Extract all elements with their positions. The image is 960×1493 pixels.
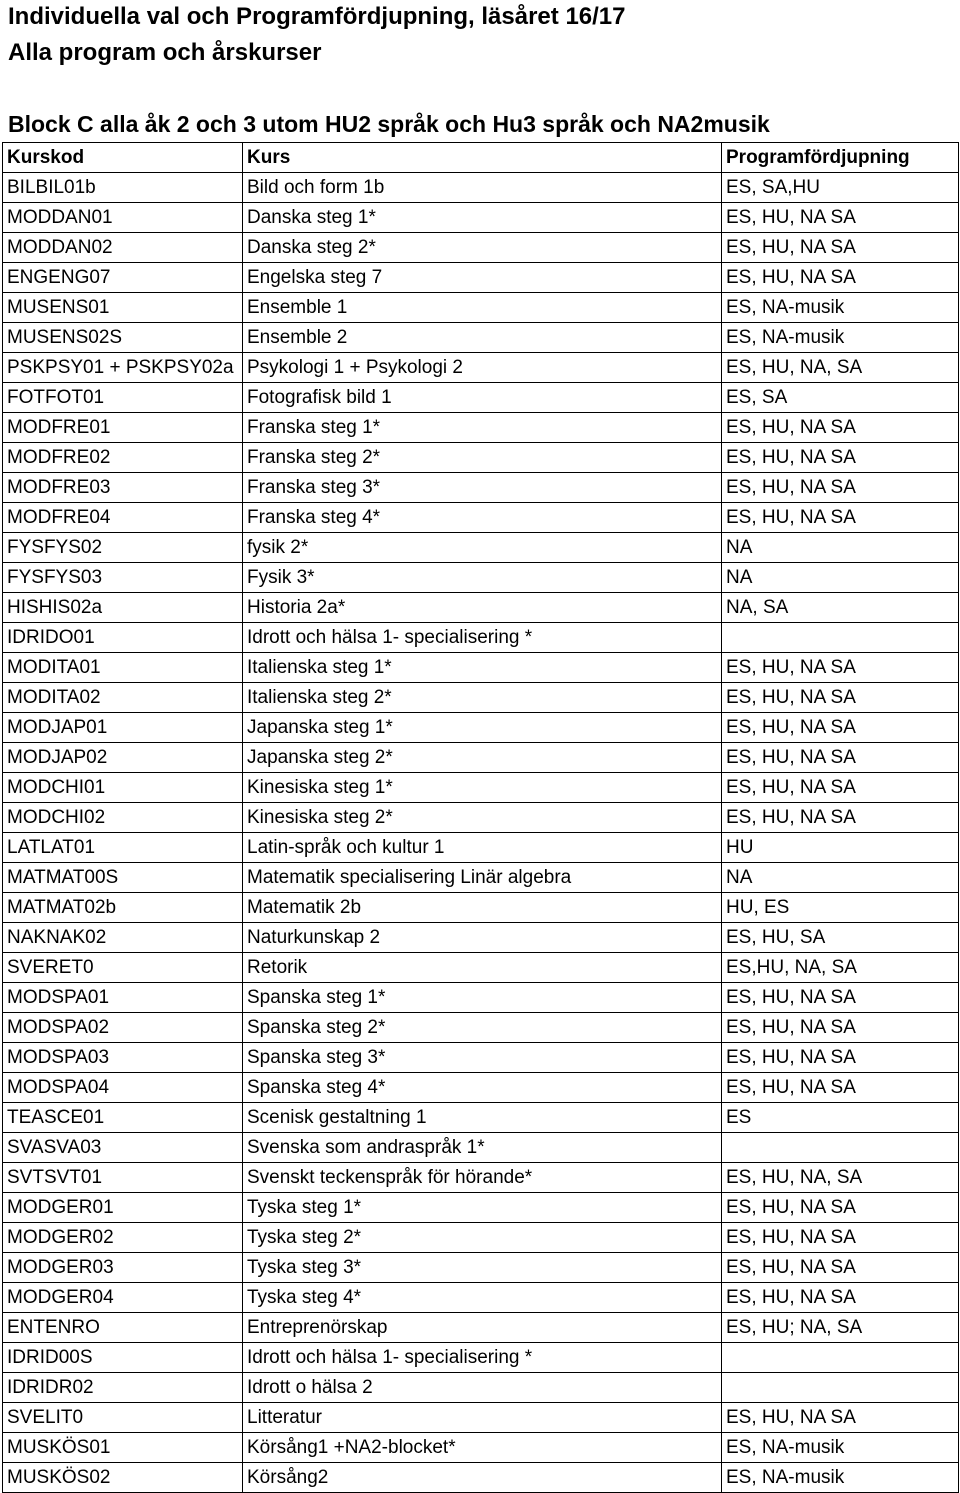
table-row	[3, 683, 959, 713]
course-code-cell: MODDAN01	[3, 203, 243, 233]
table-row	[3, 923, 959, 953]
program-specialization-cell: ES, HU, NA SA	[722, 473, 959, 503]
course-code-cell: PSKPSY01 + PSKPSY02a	[3, 353, 243, 383]
course-code-cell: MODITA02	[3, 683, 243, 713]
program-specialization-cell: ES, SA,HU	[722, 173, 959, 203]
table-row	[3, 1073, 959, 1103]
table-row	[3, 1343, 959, 1373]
course-name-cell: Bild och form 1b	[243, 173, 722, 203]
table-row	[3, 773, 959, 803]
course-code-cell: MODJAP01	[3, 713, 243, 743]
table-row	[3, 803, 959, 833]
course-code-cell: MODSPA01	[3, 983, 243, 1013]
course-code-cell: MATMAT00S	[3, 863, 243, 893]
program-specialization-cell: ES	[722, 1103, 959, 1133]
table-row	[3, 623, 959, 653]
course-name-cell: Spanska steg 3*	[243, 1043, 722, 1073]
course-name-cell: Ensemble 2	[243, 323, 722, 353]
course-name-cell: Svenska som andraspråk 1*	[243, 1133, 722, 1163]
table-row	[3, 1043, 959, 1073]
program-specialization-cell: ES, SA	[722, 383, 959, 413]
program-specialization-cell	[722, 1133, 959, 1163]
course-name-cell: Ensemble 1	[243, 293, 722, 323]
program-specialization-cell: ES, NA-musik	[722, 293, 959, 323]
table-row	[3, 1433, 959, 1463]
program-specialization-cell: NA	[722, 533, 959, 563]
program-specialization-cell	[722, 623, 959, 653]
table-row	[3, 743, 959, 773]
table-row	[3, 1193, 959, 1223]
table-row	[3, 953, 959, 983]
program-specialization-cell: ES, HU, NA SA	[722, 1013, 959, 1043]
course-name-cell: Japanska steg 1*	[243, 713, 722, 743]
course-name-cell: Franska steg 3*	[243, 473, 722, 503]
course-code-cell: MODGER03	[3, 1253, 243, 1283]
course-table-body	[3, 173, 959, 1493]
program-specialization-cell: ES, NA-musik	[722, 1433, 959, 1463]
program-specialization-cell: ES, HU, NA SA	[722, 803, 959, 833]
course-code-cell: MODITA01	[3, 653, 243, 683]
program-specialization-cell: ES, HU, NA SA	[722, 203, 959, 233]
table-row	[3, 563, 959, 593]
course-name-cell: Tyska steg 4*	[243, 1283, 722, 1313]
course-name-cell: Spanska steg 4*	[243, 1073, 722, 1103]
program-specialization-cell: ES,HU, NA, SA	[722, 953, 959, 983]
course-code-cell: MODJAP02	[3, 743, 243, 773]
header-program-specialization: Programfördjupning	[722, 143, 959, 173]
course-code-cell: FYSFYS02	[3, 533, 243, 563]
course-code-cell: HISHIS02a	[3, 593, 243, 623]
program-specialization-cell: ES, HU, NA SA	[722, 1043, 959, 1073]
course-name-cell: Tyska steg 3*	[243, 1253, 722, 1283]
program-specialization-cell: ES, HU, NA SA	[722, 983, 959, 1013]
program-specialization-cell: ES, HU, NA SA	[722, 413, 959, 443]
course-code-cell: NAKNAK02	[3, 923, 243, 953]
table-row	[3, 593, 959, 623]
header-course-code: Kurskod	[3, 143, 243, 173]
course-code-cell: BILBIL01b	[3, 173, 243, 203]
program-specialization-cell: ES, HU, NA, SA	[722, 1163, 959, 1193]
course-code-cell: MODCHI01	[3, 773, 243, 803]
program-specialization-cell: ES, HU; NA, SA	[722, 1313, 959, 1343]
program-specialization-cell: ES, HU, NA SA	[722, 1283, 959, 1313]
course-code-cell: ENTENRO	[3, 1313, 243, 1343]
course-name-cell: Matematik specialisering Linär algebra	[243, 863, 722, 893]
table-row	[3, 1163, 959, 1193]
table-row	[3, 1013, 959, 1043]
course-name-cell: Entreprenörskap	[243, 1313, 722, 1343]
table-row	[3, 833, 959, 863]
table-row	[3, 203, 959, 233]
table-row	[3, 293, 959, 323]
course-name-cell: Idrott och hälsa 1- specialisering *	[243, 1343, 722, 1373]
course-code-cell: TEASCE01	[3, 1103, 243, 1133]
table-row	[3, 173, 959, 203]
course-name-cell: Matematik 2b	[243, 893, 722, 923]
course-name-cell: Engelska steg 7	[243, 263, 722, 293]
course-code-cell: SVTSVT01	[3, 1163, 243, 1193]
program-specialization-cell: ES, HU, NA SA	[722, 1073, 959, 1103]
program-specialization-cell: ES, NA-musik	[722, 323, 959, 353]
course-code-cell: IDRID00S	[3, 1343, 243, 1373]
program-specialization-cell: ES, HU, NA SA	[722, 1223, 959, 1253]
course-code-cell: MUSENS02S	[3, 323, 243, 353]
table-row	[3, 233, 959, 263]
course-code-cell: SVELIT0	[3, 1403, 243, 1433]
program-specialization-cell: NA	[722, 563, 959, 593]
table-row	[3, 1313, 959, 1343]
program-specialization-cell: NA	[722, 863, 959, 893]
table-row	[3, 443, 959, 473]
table-row	[3, 1283, 959, 1313]
course-code-cell: SVERET0	[3, 953, 243, 983]
course-name-cell: Fotografisk bild 1	[243, 383, 722, 413]
program-specialization-cell: NA, SA	[722, 593, 959, 623]
course-name-cell: Idrott o hälsa 2	[243, 1373, 722, 1403]
course-code-cell: MODSPA03	[3, 1043, 243, 1073]
table-row	[3, 1103, 959, 1133]
table-row	[3, 1223, 959, 1253]
course-name-cell: Franska steg 2*	[243, 443, 722, 473]
course-name-cell: Italienska steg 1*	[243, 653, 722, 683]
course-code-cell: MODSPA04	[3, 1073, 243, 1103]
course-name-cell: Latin-språk och kultur 1	[243, 833, 722, 863]
program-specialization-cell: ES, HU, SA	[722, 923, 959, 953]
course-name-cell: Danska steg 2*	[243, 233, 722, 263]
course-code-cell: MODFRE02	[3, 443, 243, 473]
program-specialization-cell: ES, HU, NA SA	[722, 683, 959, 713]
course-name-cell: Körsång2	[243, 1463, 722, 1493]
table-row	[3, 353, 959, 383]
course-name-cell: Kinesiska steg 2*	[243, 803, 722, 833]
block-heading: Block C alla åk 2 och 3 utom HU2 språk och Hu3 språk och NA2musik	[8, 111, 770, 137]
course-code-cell: MUSKÖS02	[3, 1463, 243, 1493]
course-name-cell: Tyska steg 2*	[243, 1223, 722, 1253]
document-subtitle: Alla program och årskurser	[8, 39, 322, 66]
program-specialization-cell: ES, HU, NA SA	[722, 503, 959, 533]
table-row	[3, 533, 959, 563]
program-specialization-cell: ES, HU, NA SA	[722, 263, 959, 293]
course-name-cell: Historia 2a*	[243, 593, 722, 623]
course-code-cell: MODDAN02	[3, 233, 243, 263]
course-code-cell: ENGENG07	[3, 263, 243, 293]
course-name-cell: Psykologi 1 + Psykologi 2	[243, 353, 722, 383]
program-specialization-cell: ES, HU, NA SA	[722, 713, 959, 743]
course-name-cell: Franska steg 1*	[243, 413, 722, 443]
program-specialization-cell: ES, HU, NA SA	[722, 1193, 959, 1223]
course-name-cell: Idrott och hälsa 1- specialisering *	[243, 623, 722, 653]
table-row	[3, 1463, 959, 1493]
program-specialization-cell: ES, HU, NA SA	[722, 233, 959, 263]
course-code-cell: FOTFOT01	[3, 383, 243, 413]
course-name-cell: Spanska steg 2*	[243, 1013, 722, 1043]
table-row	[3, 1373, 959, 1403]
course-name-cell: Litteratur	[243, 1403, 722, 1433]
course-code-cell: MODGER04	[3, 1283, 243, 1313]
table-row	[3, 473, 959, 503]
course-name-cell: Körsång1 +NA2-blocket*	[243, 1433, 722, 1463]
course-name-cell: Franska steg 4*	[243, 503, 722, 533]
table-row	[3, 383, 959, 413]
course-code-cell: MUSENS01	[3, 293, 243, 323]
table-row	[3, 893, 959, 923]
program-specialization-cell	[722, 1373, 959, 1403]
course-code-cell: IDRIDR02	[3, 1373, 243, 1403]
program-specialization-cell: ES, HU, NA, SA	[722, 353, 959, 383]
program-specialization-cell: ES, HU, NA SA	[722, 1403, 959, 1433]
course-code-cell: SVASVA03	[3, 1133, 243, 1163]
course-name-cell: Scenisk gestaltning 1	[243, 1103, 722, 1133]
course-name-cell: Naturkunskap 2	[243, 923, 722, 953]
course-name-cell: Fysik 3*	[243, 563, 722, 593]
course-code-cell: MODFRE04	[3, 503, 243, 533]
table-row	[3, 713, 959, 743]
course-name-cell: Italienska steg 2*	[243, 683, 722, 713]
table-row	[3, 413, 959, 443]
program-specialization-cell: ES, HU, NA SA	[722, 773, 959, 803]
table-header-row	[3, 143, 959, 173]
course-code-cell: MODGER02	[3, 1223, 243, 1253]
table-row	[3, 863, 959, 893]
course-name-cell: Spanska steg 1*	[243, 983, 722, 1013]
table-row	[3, 503, 959, 533]
program-specialization-cell	[722, 1343, 959, 1373]
course-name-cell: Retorik	[243, 953, 722, 983]
program-specialization-cell: HU	[722, 833, 959, 863]
course-code-cell: LATLAT01	[3, 833, 243, 863]
course-name-cell: Japanska steg 2*	[243, 743, 722, 773]
table-row	[3, 653, 959, 683]
table-row	[3, 1403, 959, 1433]
course-code-cell: MODFRE03	[3, 473, 243, 503]
program-specialization-cell: ES, HU, NA SA	[722, 653, 959, 683]
header-course-name: Kurs	[243, 143, 722, 173]
course-table	[2, 142, 959, 1493]
course-code-cell: IDRIDO01	[3, 623, 243, 653]
program-specialization-cell: ES, HU, NA SA	[722, 443, 959, 473]
table-row	[3, 1133, 959, 1163]
course-name-cell: Kinesiska steg 1*	[243, 773, 722, 803]
document-title: Individuella val och Programfördjupning, läsåret 16/17	[8, 3, 626, 30]
course-code-cell: MODCHI02	[3, 803, 243, 833]
course-code-cell: MODFRE01	[3, 413, 243, 443]
course-name-cell: fysik 2*	[243, 533, 722, 563]
table-row	[3, 1253, 959, 1283]
program-specialization-cell: ES, HU, NA SA	[722, 1253, 959, 1283]
table-row	[3, 983, 959, 1013]
course-code-cell: FYSFYS03	[3, 563, 243, 593]
table-row	[3, 323, 959, 353]
program-specialization-cell: HU, ES	[722, 893, 959, 923]
course-code-cell: MUSKÖS01	[3, 1433, 243, 1463]
course-name-cell: Svenskt teckenspråk för hörande*	[243, 1163, 722, 1193]
course-code-cell: MODGER01	[3, 1193, 243, 1223]
course-name-cell: Tyska steg 1*	[243, 1193, 722, 1223]
program-specialization-cell: ES, HU, NA SA	[722, 743, 959, 773]
course-code-cell: MATMAT02b	[3, 893, 243, 923]
course-code-cell: MODSPA02	[3, 1013, 243, 1043]
program-specialization-cell: ES, NA-musik	[722, 1463, 959, 1493]
course-name-cell: Danska steg 1*	[243, 203, 722, 233]
table-row	[3, 263, 959, 293]
